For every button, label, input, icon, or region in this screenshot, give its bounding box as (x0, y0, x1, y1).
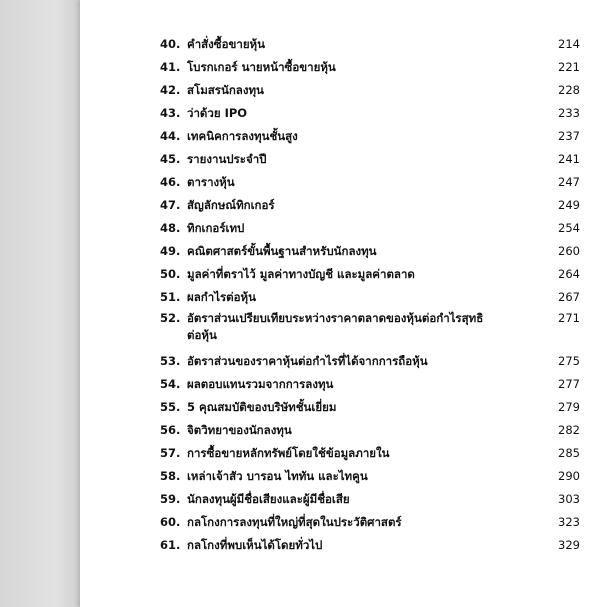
entry-number: 54. (160, 377, 181, 391)
entry-title: จิตวิทยาของนักลงทุน (187, 423, 292, 437)
entry-page: 214 (558, 37, 580, 51)
entry-page: 275 (558, 354, 580, 368)
entry-page: 267 (558, 290, 580, 304)
entry-title: ตารางหุ้น (187, 175, 235, 189)
entry-title: โบรกเกอร์ นายหน้าซื้อขายหุ้น (187, 60, 336, 74)
entry-page: 221 (558, 60, 580, 74)
entry-number: 60. (160, 515, 181, 529)
entry-page: 237 (558, 129, 580, 143)
entry-title: การซื้อขายหลักทรัพย์โดยใช้ข้อมูลภายใน (187, 446, 390, 460)
entry-title: คณิตศาสตร์ขั้นพื้นฐานสำหรับนักลงทุน (187, 244, 377, 258)
entry-title: เทคนิคการลงทุนชั้นสูง (187, 129, 298, 143)
entry-page: 247 (558, 175, 580, 189)
entry-title: รายงานประจำปี (187, 152, 267, 166)
entry-number: 48. (160, 221, 181, 235)
entry-number: 45. (160, 152, 181, 166)
entry-page: 249 (558, 198, 580, 212)
entry-page: 233 (558, 106, 580, 120)
entry-title: 5 คุณสมบัติของบริษัทชั้นเยี่ยม (187, 400, 337, 414)
entry-title: อัตราส่วนเปรียบเทียบระหว่างราคาตลาดของหุ้นต่อกำไรสุทธิต่อหุ้น (187, 311, 484, 342)
entry-page: 277 (558, 377, 580, 391)
entry-number: 44. (160, 129, 181, 143)
entry-page: 260 (558, 244, 580, 258)
entry-title: ทิกเกอร์เทป (187, 221, 245, 235)
entry-title: ผลกำไรต่อหุ้น (187, 290, 256, 304)
entry-title: อัตราส่วนของราคาหุ้นต่อกำไรที่ได้จากการถือหุ้น (187, 354, 428, 368)
entry-number: 58. (160, 469, 181, 483)
entry-page: 285 (558, 446, 580, 460)
entry-page: 271 (558, 311, 580, 325)
entry-number: 53. (160, 354, 181, 368)
entry-title: ว่าด้วย IPO (187, 106, 248, 120)
page-edge-shadow (0, 0, 80, 607)
entry-page: 329 (558, 538, 580, 552)
entry-page: 323 (558, 515, 580, 529)
entry-number: 52. (160, 311, 181, 325)
entry-page: 254 (558, 221, 580, 235)
entry-title: สโมสรนักลงทุน (187, 83, 264, 97)
entry-number: 57. (160, 446, 181, 460)
entry-page: 241 (558, 152, 580, 166)
entry-page: 290 (558, 469, 580, 483)
entry-title: มูลค่าที่ตราไว้ มูลค่าทางบัญชี และมูลค่าตลาด (187, 267, 415, 281)
entry-title: นักลงทุนผู้มีชื่อเสียงและผู้มีชื่อเสีย (187, 492, 350, 506)
entry-title: เหล่าเจ้าสัว บารอน ไททัน และไทคูน (187, 469, 368, 483)
entry-title: คำสั่งซื้อขายหุ้น (187, 37, 265, 51)
entry-number: 49. (160, 244, 181, 258)
entry-number: 50. (160, 267, 181, 281)
entry-title: กลโกงที่พบเห็นได้โดยทั่วไป (187, 538, 323, 552)
entry-number: 51. (160, 290, 181, 304)
entry-number: 42. (160, 83, 181, 97)
entry-number: 40. (160, 37, 181, 51)
entry-page: 282 (558, 423, 580, 437)
entry-number: 47. (160, 198, 181, 212)
entry-title: ผลตอบแทนรวมจากการลงทุน (187, 377, 334, 391)
entry-number: 59. (160, 492, 181, 506)
book-page (80, 0, 607, 607)
entry-page: 303 (558, 492, 580, 506)
table-of-contents (80, 0, 607, 607)
entry-page: 264 (558, 267, 580, 281)
entry-page: 228 (558, 83, 580, 97)
entry-page: 279 (558, 400, 580, 414)
entry-number: 61. (160, 538, 181, 552)
entry-number: 55. (160, 400, 181, 414)
entry-title: กลโกงการลงทุนที่ใหญ่ที่สุดในประวัติศาสตร์ (187, 515, 402, 529)
entry-number: 56. (160, 423, 181, 437)
entry-number: 41. (160, 60, 181, 74)
entry-title: สัญลักษณ์ทิกเกอร์ (187, 198, 275, 212)
entry-number: 43. (160, 106, 181, 120)
entry-number: 46. (160, 175, 181, 189)
